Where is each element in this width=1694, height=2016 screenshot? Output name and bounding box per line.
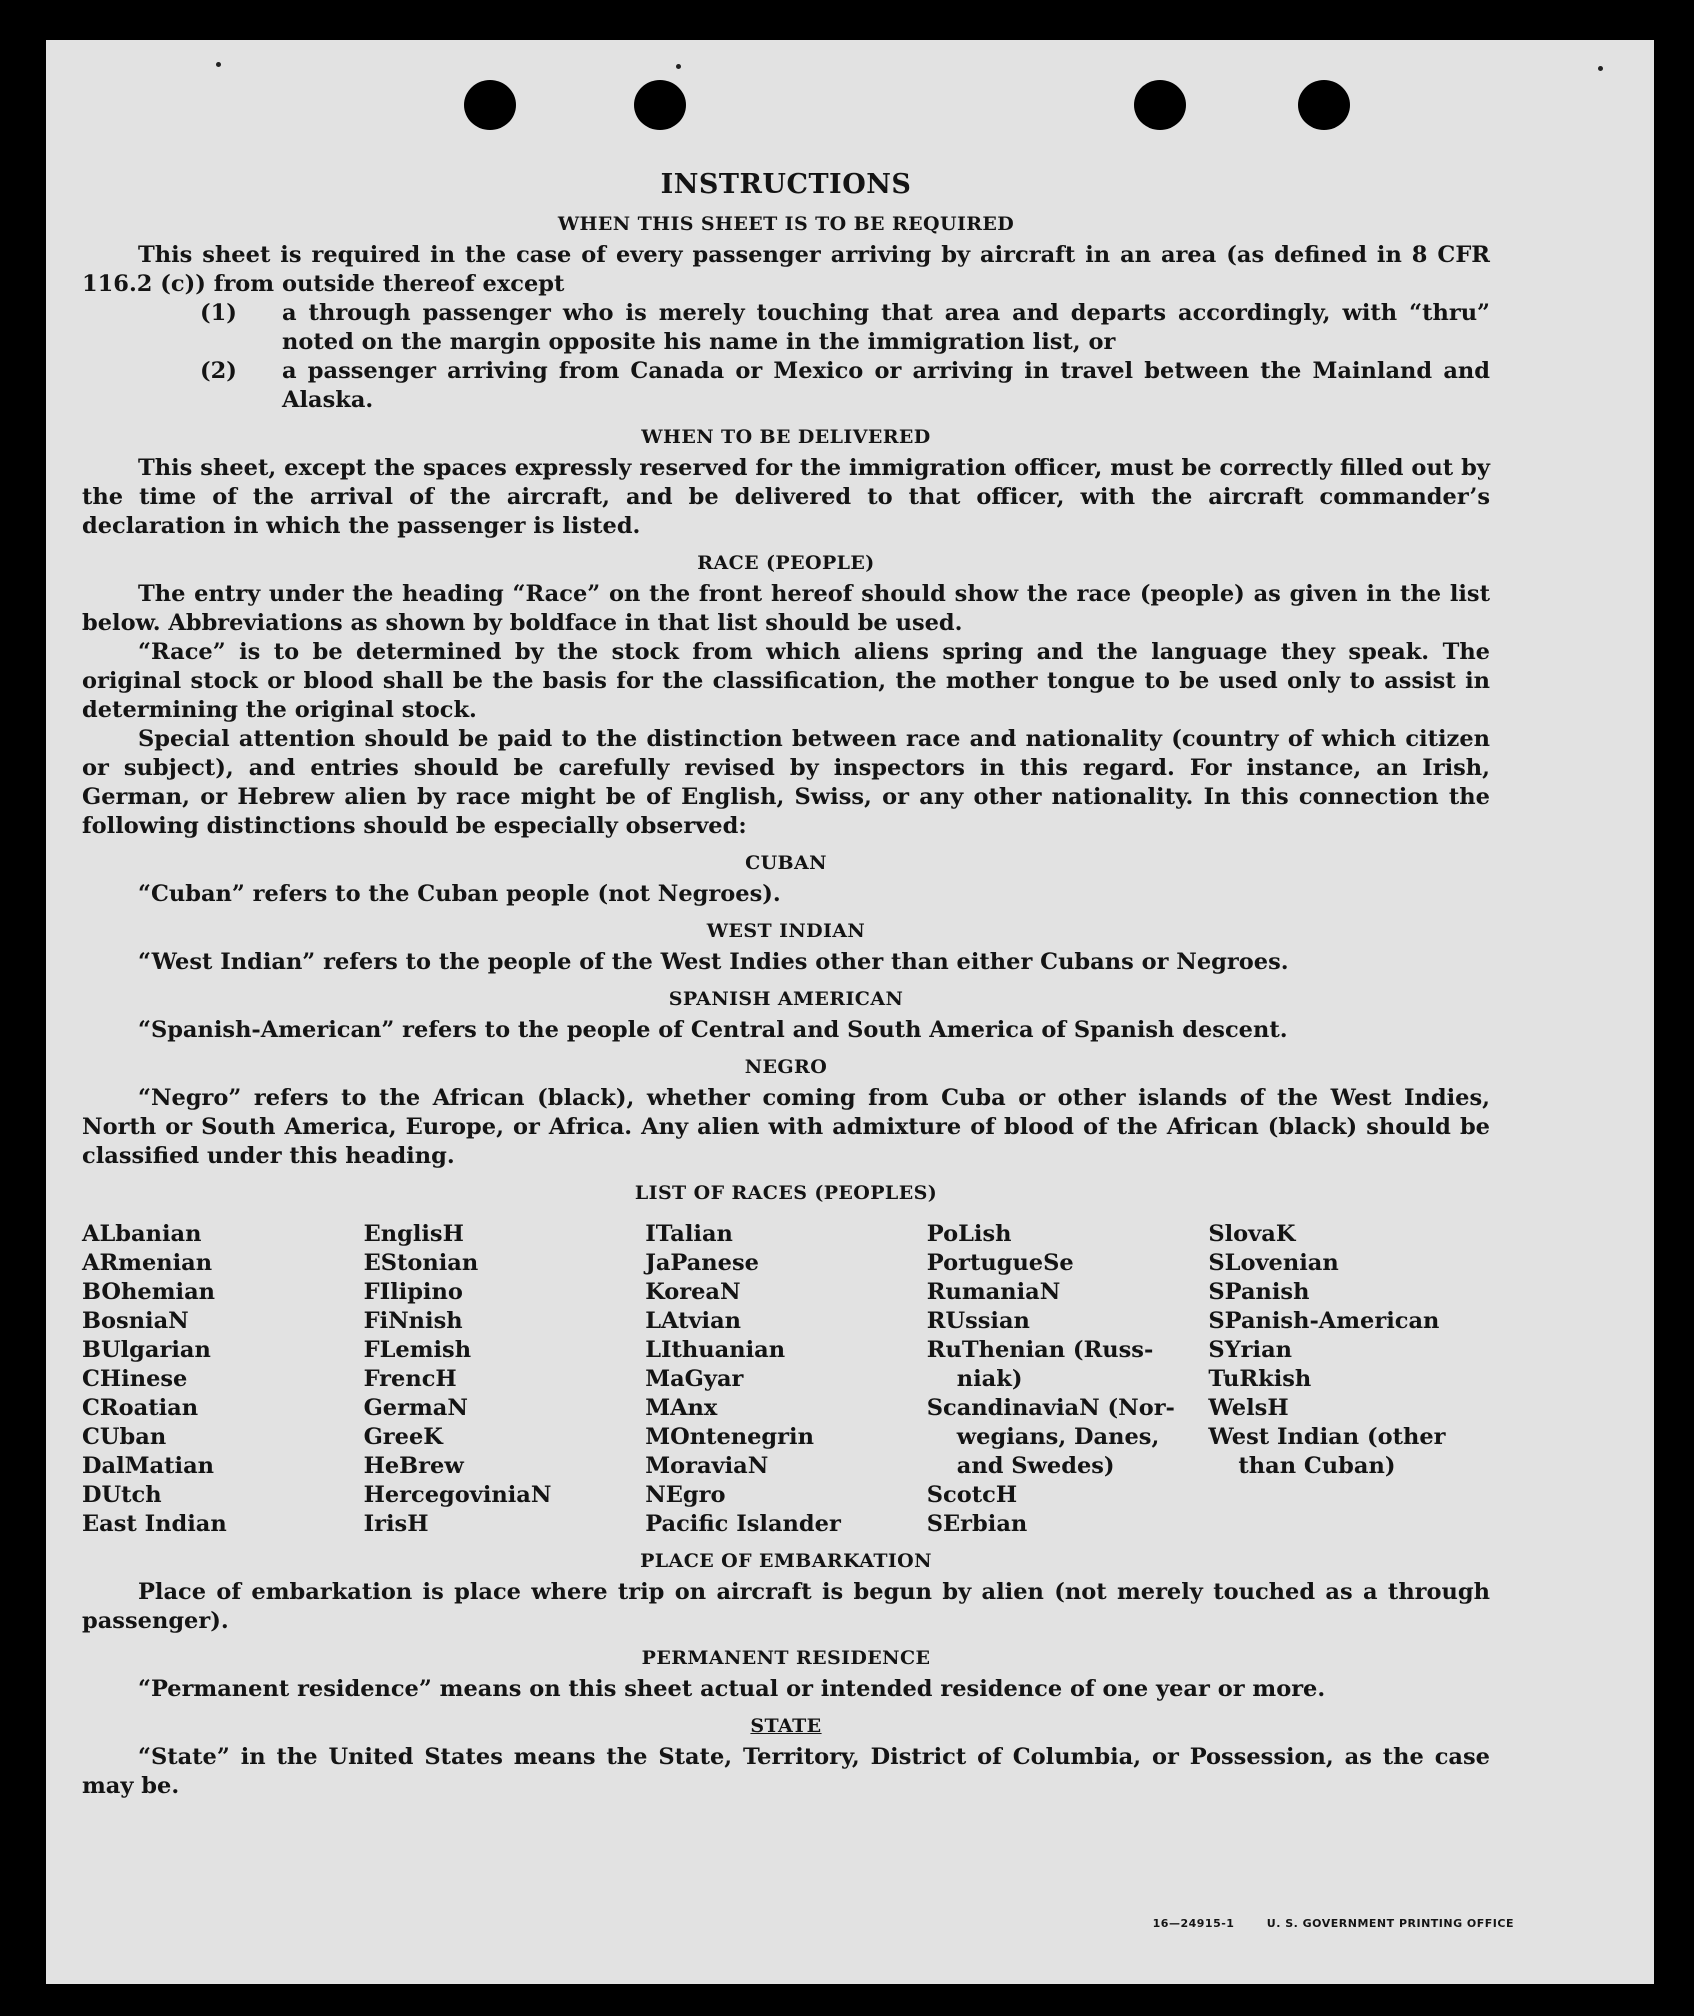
spanish-american-text: “Spanish-American” refers to the people of Central and South America of Spanish descent. [138, 1017, 1288, 1043]
section-heading-when-delivered: WHEN TO BE DELIVERED [641, 426, 931, 448]
race-paragraph-3: Special attention should be paid to the distinction between race and nationality (country of which citizen or subject), and entries should be carefully revised by inspectors in this regard. For instance, an Irish, German, or Hebrew alien by race might be of English, Swiss, or any other nationality. In this connection the following distinctions should be especially observed: [82, 726, 1490, 839]
race-item: RUssian [926, 1308, 1030, 1334]
race-item: EStonian [363, 1250, 479, 1276]
race-item: WelsH [1208, 1395, 1289, 1421]
race-column-4 [927, 1220, 1209, 1539]
punch-hole [634, 80, 686, 130]
race-item-continuation: wegians, Danes, [956, 1424, 1160, 1450]
race-item: Pacific Islander [645, 1511, 841, 1537]
race-item: LAtvian [645, 1308, 742, 1334]
race-column-2 [364, 1220, 646, 1539]
race-item-label: ScandinaviaN (Nor- [926, 1395, 1175, 1421]
speck [216, 62, 221, 67]
race-item: CUban [82, 1424, 167, 1450]
speck [1598, 66, 1603, 71]
race-item: BosniaN [82, 1308, 189, 1334]
section-heading-cuban: CUBAN [745, 852, 827, 874]
punch-hole [464, 80, 516, 130]
race-item: CHinese [82, 1366, 188, 1392]
instructions-content [82, 168, 1490, 1801]
race-item: BOhemian [82, 1279, 216, 1305]
race-item: FrencH [363, 1366, 457, 1392]
race-item: EnglisH [363, 1221, 464, 1247]
section-heading-race-list: LIST OF RACES (PEOPLES) [634, 1182, 938, 1204]
when-required-intro: This sheet is required in the case of every passenger arriving by aircraft in an area (as defined in 8 CFR 116.2 (c)) from outside thereof except [82, 242, 1490, 297]
race-item: MAnx [645, 1395, 718, 1421]
residence-text: “Permanent residence” means on this sheet actual or intended residence of one year or more. [138, 1676, 1326, 1702]
race-item [927, 1336, 1209, 1394]
race-item: PortugueSe [926, 1250, 1074, 1276]
cuban-text: “Cuban” refers to the Cuban people (not Negroes). [138, 881, 781, 907]
race-item: BUlgarian [82, 1337, 211, 1363]
race-item: PoLish [926, 1221, 1012, 1247]
race-item: ScotcH [926, 1482, 1018, 1508]
race-item: SYrian [1208, 1337, 1293, 1363]
race-item: ALbanian [82, 1221, 202, 1247]
race-item: HeBrew [363, 1453, 464, 1479]
race-item: DUtch [82, 1482, 162, 1508]
embarkation-text: Place of embarkation is place where trip on aircraft is begun by alien (not merely touched as a through passenger). [82, 1579, 1490, 1634]
race-item-continuation: and Swedes) [956, 1453, 1115, 1479]
section-heading-west-indian: WEST INDIAN [706, 920, 866, 942]
negro-text: “Negro” refers to the African (black), whether coming from Cuba or other islands of the West Indies, North or South America, Europe, or Africa. Any alien with admixture of blood of the African (black) should be classified under this heading. [82, 1085, 1490, 1169]
exception-item [82, 357, 1490, 415]
printer-name: U. S. GOVERNMENT PRINTING OFFICE [1266, 1917, 1514, 1930]
exception-text: a through passenger who is merely touching that area and departs accordingly, with “thru” noted on the margin opposite his name in the immigration list, or [282, 300, 1490, 355]
race-item: GreeK [363, 1424, 443, 1450]
race-item: SLovenian [1208, 1250, 1339, 1276]
exception-item [82, 299, 1490, 357]
exception-text: a passenger arriving from Canada or Mexico or arriving in travel between the Mainland and Alaska. [282, 358, 1490, 413]
when-delivered-text: This sheet, except the spaces expressly reserved for the immigration officer, must be correctly filled out by the time of the arrival of the aircraft, and be delivered to that officer, with the aircraft commander’s declaration in which the passenger is listed. [82, 455, 1490, 539]
section-heading-residence: PERMANENT RESIDENCE [641, 1647, 931, 1669]
race-item: SErbian [926, 1511, 1028, 1537]
race-item: DalMatian [82, 1453, 215, 1479]
race-column-3 [645, 1220, 927, 1539]
race-item-label: West Indian (other [1208, 1424, 1446, 1450]
race-item: ARmenian [82, 1250, 213, 1276]
document-sheet [46, 40, 1654, 1984]
exception-number: (1) [200, 300, 237, 326]
race-list [82, 1220, 1490, 1539]
race-item: FiNnish [363, 1308, 463, 1334]
race-item: CRoatian [82, 1395, 199, 1421]
west-indian-text: “West Indian” refers to the people of the West Indies other than either Cubans or Negroes. [138, 949, 1289, 975]
race-item [927, 1394, 1209, 1481]
race-item: LIthuanian [645, 1337, 786, 1363]
section-heading-negro: NEGRO [744, 1056, 828, 1078]
page-title: INSTRUCTIONS [660, 169, 912, 200]
exception-number: (2) [200, 358, 237, 384]
race-item: NEgro [645, 1482, 726, 1508]
section-heading-spanish-american: SPANISH AMERICAN [668, 988, 904, 1010]
race-item [1208, 1423, 1490, 1481]
race-item: JaPanese [645, 1250, 759, 1276]
form-number: 16—24915-1 [1152, 1917, 1235, 1930]
race-item: MOntenegrin [645, 1424, 814, 1450]
section-heading-when-required: WHEN THIS SHEET IS TO BE REQUIRED [557, 213, 1015, 235]
section-heading-race: RACE (PEOPLE) [697, 552, 875, 574]
race-item: MaGyar [645, 1366, 744, 1392]
race-item: ITalian [645, 1221, 733, 1247]
race-item: SPanish [1208, 1279, 1310, 1305]
race-item: SPanish-American [1208, 1308, 1440, 1334]
race-item: KoreaN [645, 1279, 741, 1305]
race-item: FIlipino [363, 1279, 463, 1305]
punch-hole [1298, 80, 1350, 130]
race-item-label: RuThenian (Russ- [926, 1337, 1154, 1363]
race-item-continuation: than Cuban) [1238, 1453, 1396, 1479]
race-item: GermaN [363, 1395, 468, 1421]
exception-list [82, 299, 1490, 415]
race-paragraph-1: The entry under the heading “Race” on the front hereof should show the race (people) as given in the list below. Abbreviations as shown by boldface in that list should be used. [82, 581, 1490, 636]
race-item: MoraviaN [645, 1453, 769, 1479]
race-column-1 [82, 1220, 364, 1539]
punch-hole [1134, 80, 1186, 130]
speck [676, 64, 681, 69]
race-column-5 [1208, 1220, 1490, 1539]
race-item: East Indian [82, 1511, 227, 1537]
race-item: IrisH [363, 1511, 429, 1537]
race-item: FLemish [363, 1337, 472, 1363]
race-item: TuRkish [1208, 1366, 1312, 1392]
race-paragraph-2: “Race” is to be determined by the stock from which aliens spring and the language they speak. The original stock or blood shall be the basis for the classification, the mother tongue to be used only to assist in determining the original stock. [82, 639, 1490, 723]
state-text: “State” in the United States means the State, Territory, District of Columbia, or Possession, as the case may be. [82, 1744, 1490, 1799]
printer-footer [1125, 1917, 1514, 1930]
race-item: HercegoviniaN [363, 1482, 552, 1508]
section-heading-state: STATE [750, 1715, 822, 1737]
section-heading-embarkation: PLACE OF EMBARKATION [640, 1550, 932, 1572]
race-item-continuation: niak) [956, 1366, 1023, 1392]
race-item: SlovaK [1208, 1221, 1296, 1247]
race-item: RumaniaN [926, 1279, 1061, 1305]
